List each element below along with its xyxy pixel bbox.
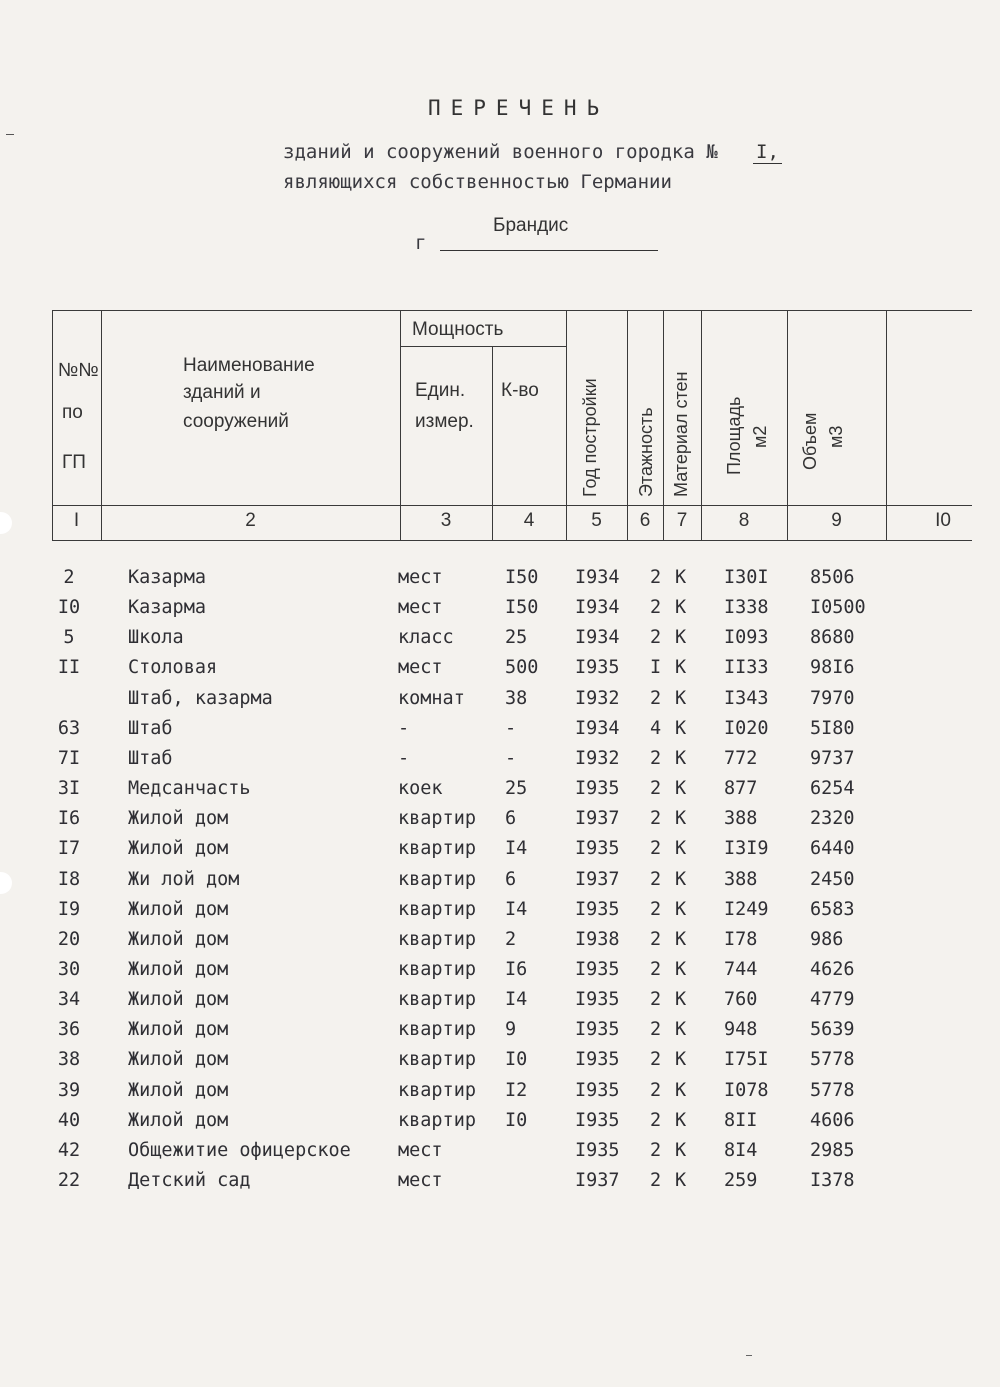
floor-count: 2 (650, 567, 662, 588)
capacity-unit: - (398, 717, 410, 739)
table-row (0, 1110, 1000, 1140)
volume-m3: 7970 (810, 687, 855, 709)
capacity-quantity: I50 (505, 567, 539, 588)
header-col1-line2: по (62, 402, 83, 423)
table-row (0, 1140, 1000, 1170)
header-year: Год постройки (580, 378, 600, 497)
floor-count: 2 (650, 1139, 662, 1161)
floor-count: 2 (650, 928, 662, 950)
building-name: Жи лой дом (128, 868, 240, 890)
volume-m3: 6254 (810, 778, 855, 800)
building-name: Жилой дом (128, 989, 229, 1011)
volume-m3: 4779 (810, 989, 855, 1011)
header-area-line2: м2 (750, 425, 770, 448)
construction-year: I932 (575, 747, 620, 769)
capacity-unit: квартир (398, 838, 476, 860)
area-m2: 877 (724, 778, 758, 800)
capacity-quantity: - (505, 747, 517, 769)
floor-count: 2 (650, 1170, 662, 1191)
construction-year: I935 (575, 1049, 620, 1071)
col-number: 6 (639, 510, 651, 531)
row-number: 39 (57, 1079, 81, 1101)
floor-count: 2 (650, 989, 662, 1011)
subtitle-line-1: зданий и сооружений военного городка № (283, 141, 718, 163)
capacity-unit: квартир (398, 958, 476, 980)
wall-material: К (675, 928, 687, 950)
construction-year: I937 (575, 868, 620, 890)
volume-m3: 5778 (810, 1049, 855, 1071)
building-name: Детский сад (128, 1170, 251, 1191)
table-row (0, 808, 1000, 838)
volume-m3: 2985 (810, 1139, 855, 1161)
table-row (0, 688, 1000, 718)
construction-year: I935 (575, 958, 620, 980)
table-row (0, 597, 1000, 627)
building-name: Жилой дом (128, 1079, 229, 1101)
area-m2: 388 (724, 808, 758, 830)
table-row (0, 838, 1000, 868)
header-col1-line3: ГП (62, 452, 86, 473)
volume-m3: 98I6 (810, 657, 855, 679)
floor-count: 2 (650, 838, 662, 860)
capacity-unit: квартир (398, 989, 476, 1011)
building-name: Жилой дом (128, 928, 229, 950)
capacity-quantity: I50 (505, 597, 539, 619)
volume-m3: I0500 (810, 597, 866, 619)
header-col2-line2: зданий и (183, 382, 261, 403)
floor-count: 2 (650, 1079, 662, 1101)
building-name: Жилой дом (128, 808, 229, 830)
col-number: I (73, 510, 80, 531)
table-row (0, 657, 1000, 687)
capacity-quantity: - (505, 717, 517, 739)
subtitle-line-2: являющихся собственностью Германии (283, 171, 672, 193)
capacity-quantity: 25 (505, 778, 528, 800)
area-m2: 8I4 (724, 1139, 758, 1161)
col-number: I0 (935, 510, 951, 531)
margin-mark (6, 134, 14, 135)
floor-count: 2 (650, 1109, 662, 1131)
header-volume-line2: м3 (826, 425, 846, 448)
floor-count: 2 (650, 778, 662, 800)
construction-year: I935 (575, 1139, 620, 1161)
capacity-quantity: I2 (505, 1079, 528, 1101)
row-number: 42 (57, 1139, 81, 1161)
row-number: 30 (57, 958, 81, 980)
capacity-unit: класс (398, 627, 454, 649)
volume-m3: 4626 (810, 958, 855, 980)
header-volume-line1: Объем (800, 412, 820, 470)
floor-count: 4 (650, 717, 662, 739)
row-number: 3I (57, 778, 81, 800)
table-row (0, 1049, 1000, 1079)
gorodok-number: I, (753, 141, 781, 163)
area-m2: 388 (724, 868, 758, 890)
floor-count: 2 (650, 1019, 662, 1041)
area-m2: I093 (724, 627, 769, 649)
capacity-quantity: 500 (505, 657, 539, 679)
table-row (0, 1019, 1000, 1049)
city-name: Брандис (493, 215, 569, 236)
capacity-unit: мест (398, 657, 443, 679)
volume-m3: 6440 (810, 838, 855, 860)
construction-year: I935 (575, 657, 620, 679)
table-row (0, 959, 1000, 989)
punch-hole (0, 512, 12, 534)
table-row (0, 627, 1000, 657)
construction-year: I935 (575, 989, 620, 1011)
building-name: Общежитие офицерское (128, 1139, 351, 1161)
city-underline (440, 250, 658, 251)
construction-year: I937 (575, 1170, 620, 1191)
row-number: I8 (57, 868, 81, 890)
table-row (0, 929, 1000, 959)
area-m2: 760 (724, 989, 758, 1011)
building-name: Жилой дом (128, 838, 229, 860)
capacity-quantity: 6 (505, 808, 517, 830)
wall-material: К (675, 868, 687, 890)
construction-year: I934 (575, 597, 620, 619)
wall-material: К (675, 1109, 687, 1131)
building-name: Столовая (128, 657, 218, 679)
wall-material: К (675, 778, 687, 800)
capacity-unit: мест (398, 1139, 443, 1161)
area-m2: 259 (724, 1170, 758, 1191)
capacity-quantity: 38 (505, 687, 528, 709)
building-name: Штаб (128, 717, 173, 739)
wall-material: К (675, 1049, 687, 1071)
capacity-unit: - (398, 747, 410, 769)
capacity-unit: комнат (398, 687, 465, 709)
area-m2: I75I (724, 1049, 769, 1071)
capacity-quantity: I0 (505, 1049, 528, 1071)
building-name: Жилой дом (128, 898, 229, 920)
capacity-quantity: I4 (505, 838, 528, 860)
capacity-unit: квартир (398, 868, 476, 890)
area-m2: I3I9 (724, 838, 769, 860)
area-m2: I020 (724, 717, 769, 739)
row-number: 34 (57, 989, 81, 1011)
area-m2: I30I (724, 567, 769, 588)
building-name: Казарма (128, 567, 206, 588)
table-row (0, 1080, 1000, 1110)
construction-year: I935 (575, 778, 620, 800)
page-mark (746, 1355, 752, 1356)
building-name: Штаб, казарма (128, 687, 273, 709)
capacity-unit: мест (398, 567, 443, 588)
table-row (0, 1170, 1000, 1200)
building-name: Жилой дом (128, 1019, 229, 1041)
wall-material: К (675, 567, 687, 588)
row-number: 20 (57, 928, 81, 950)
header-area-line1: Площадь (724, 396, 744, 475)
capacity-quantity: 9 (505, 1019, 517, 1041)
building-name: Школа (128, 627, 184, 649)
row-number: 5 (63, 627, 75, 649)
col-number: 5 (591, 510, 602, 531)
table-row (0, 989, 1000, 1019)
row-number: 2 (63, 567, 75, 588)
city-prefix: г (415, 232, 427, 254)
row-number: I7 (57, 838, 81, 860)
row-number: 22 (57, 1170, 81, 1191)
wall-material: К (675, 627, 687, 649)
capacity-quantity: 25 (505, 627, 528, 649)
wall-material: К (675, 657, 687, 679)
row-number: I9 (57, 898, 81, 920)
table-row (0, 778, 1000, 808)
construction-year: I935 (575, 838, 620, 860)
floor-count: 2 (650, 627, 662, 649)
wall-material: К (675, 597, 687, 619)
header-col2-line3: сооружений (183, 411, 289, 432)
wall-material: К (675, 958, 687, 980)
wall-material: К (675, 717, 687, 739)
construction-year: I935 (575, 898, 620, 920)
floor-count: 2 (650, 898, 662, 920)
capacity-quantity: I4 (505, 989, 528, 1011)
volume-m3: 5778 (810, 1079, 855, 1101)
volume-m3: 8680 (810, 627, 855, 649)
capacity-quantity: 6 (505, 868, 517, 890)
header-unit-line1: Един. (415, 380, 466, 401)
construction-year: I934 (575, 717, 620, 739)
construction-year: I934 (575, 627, 620, 649)
construction-year: I935 (575, 1079, 620, 1101)
building-name: Медсанчасть (128, 778, 251, 800)
construction-year: I932 (575, 687, 620, 709)
header-material: Материал стен (671, 371, 691, 497)
header-floors: Этажность (636, 407, 656, 497)
header-qty: К-во (501, 380, 539, 401)
building-name: Штаб (128, 747, 173, 769)
floor-count: 2 (650, 958, 662, 980)
building-name: Жилой дом (128, 1109, 229, 1131)
capacity-quantity: I4 (505, 898, 528, 920)
area-m2: 744 (724, 958, 758, 980)
header-col1-line1: №№ (58, 360, 99, 381)
building-name: Жилой дом (128, 1049, 229, 1071)
construction-year: I934 (575, 567, 620, 588)
area-m2: 772 (724, 747, 758, 769)
wall-material: К (675, 1139, 687, 1161)
area-m2: II33 (724, 657, 769, 679)
floor-count: 2 (650, 868, 662, 890)
col-number: 7 (676, 510, 688, 531)
wall-material: К (675, 989, 687, 1011)
table-row (0, 748, 1000, 778)
row-number: 38 (57, 1049, 81, 1071)
row-number: 7I (57, 747, 81, 769)
table-row (0, 869, 1000, 899)
capacity-unit: квартир (398, 1109, 476, 1131)
area-m2: 8II (724, 1109, 758, 1131)
header-unit-line2: измер. (415, 411, 474, 432)
volume-m3: 2320 (810, 808, 855, 830)
volume-m3: 5I80 (810, 717, 855, 739)
table-row (0, 718, 1000, 748)
volume-m3: 5639 (810, 1019, 855, 1041)
area-m2: I078 (724, 1079, 769, 1101)
capacity-unit: квартир (398, 928, 476, 950)
header-power: Мощность (412, 319, 504, 340)
area-m2: I343 (724, 687, 769, 709)
construction-year: I938 (575, 928, 620, 950)
wall-material: К (675, 1079, 687, 1101)
col-number: 8 (738, 510, 750, 531)
area-m2: I338 (724, 597, 769, 619)
capacity-unit: квартир (398, 1049, 476, 1071)
capacity-quantity: 2 (505, 928, 517, 950)
floor-count: 2 (650, 747, 662, 769)
capacity-unit: мест (398, 1170, 443, 1191)
floor-count: 2 (650, 597, 662, 619)
col-number: 2 (245, 510, 256, 531)
volume-m3: 2450 (810, 868, 855, 890)
floor-count: 2 (650, 808, 662, 830)
area-m2: I78 (724, 928, 758, 950)
volume-m3: 9737 (810, 747, 855, 769)
floor-count: 2 (650, 687, 662, 709)
floor-count: I (650, 657, 662, 679)
construction-year: I935 (575, 1019, 620, 1041)
capacity-unit: мест (398, 597, 443, 619)
capacity-unit: квартир (398, 808, 476, 830)
row-number: I6 (57, 808, 81, 830)
capacity-unit: квартир (398, 898, 476, 920)
wall-material: К (675, 838, 687, 860)
wall-material: К (675, 687, 687, 709)
row-number: II (57, 657, 81, 679)
construction-year: I935 (575, 1109, 620, 1131)
volume-m3: 8506 (810, 567, 855, 588)
volume-m3: I378 (810, 1170, 855, 1191)
table-row (0, 899, 1000, 929)
construction-year: I937 (575, 808, 620, 830)
wall-material: К (675, 898, 687, 920)
table-row (0, 567, 1000, 597)
row-number: 63 (57, 717, 81, 739)
header-col2-line1: Наименование (183, 355, 315, 376)
row-number: 36 (57, 1019, 81, 1041)
area-m2: I249 (724, 898, 769, 920)
floor-count: 2 (650, 1049, 662, 1071)
col-number: 3 (440, 510, 452, 531)
capacity-quantity: I0 (505, 1109, 528, 1131)
building-name: Казарма (128, 597, 206, 619)
wall-material: К (675, 808, 687, 830)
row-number: 40 (57, 1109, 81, 1131)
capacity-unit: квартир (398, 1019, 476, 1041)
volume-m3: 6583 (810, 898, 855, 920)
col-number: 4 (523, 510, 535, 531)
wall-material: К (675, 1019, 687, 1041)
row-number: I0 (57, 597, 81, 619)
capacity-unit: коек (398, 778, 443, 800)
volume-m3: 986 (810, 928, 844, 950)
area-m2: 948 (724, 1019, 758, 1041)
building-name: Жилой дом (128, 958, 229, 980)
wall-material: К (675, 747, 687, 769)
volume-m3: 4606 (810, 1109, 855, 1131)
document-title: ПЕРЕЧЕНЬ (428, 96, 610, 120)
col-number: 9 (831, 510, 842, 531)
capacity-quantity: I6 (505, 958, 528, 980)
capacity-unit: квартир (398, 1079, 476, 1101)
wall-material: К (675, 1170, 687, 1191)
